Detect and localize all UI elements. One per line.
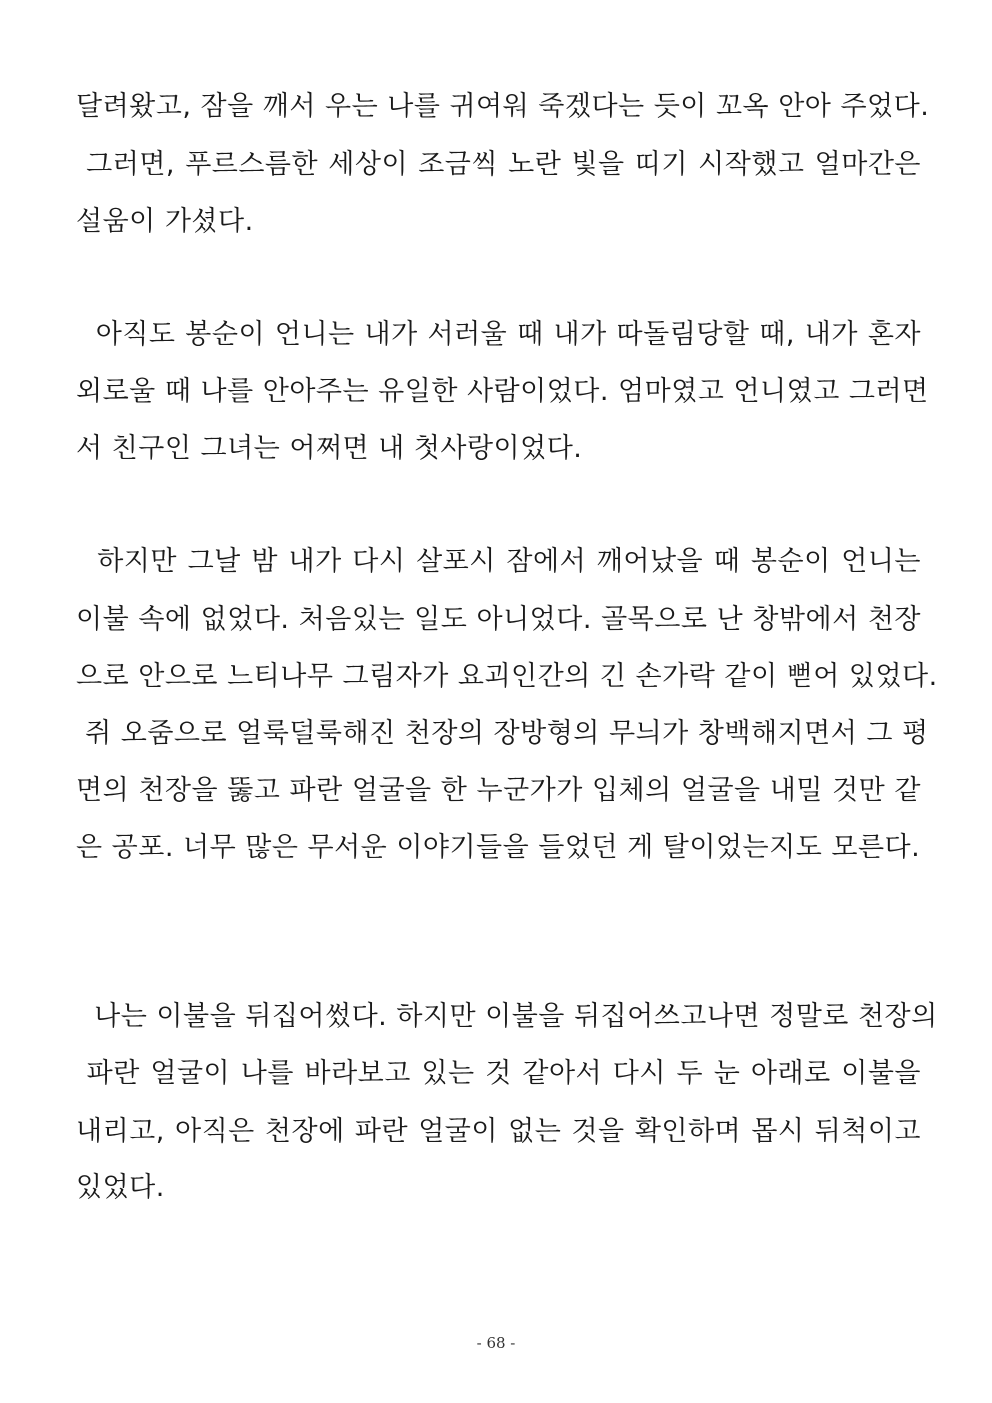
page-number: - 68 - <box>476 1334 516 1352</box>
text-line: 설움이 가셨다. <box>76 206 254 237</box>
text-line: 나는 이불을 뒤집어썼다. 하지만 이불을 뒤집어쓰고나면 정말로 천장의 <box>76 1001 938 1032</box>
text-line: 쥐 오줌으로 얼룩덜룩해진 천장의 장방형의 무늬가 창백해지면서 그 평 <box>76 718 929 749</box>
text-line: 있었다. <box>76 1172 165 1203</box>
text-line: 서 친구인 그녀는 어쩌면 내 첫사랑이었다. <box>76 433 583 464</box>
text-line: 내리고, 아직은 천장에 파란 얼굴이 없는 것을 확인하며 몹시 뒤척이고 <box>76 1116 921 1147</box>
text-line: 아직도 봉순이 언니는 내가 서러울 때 내가 따돌림당할 때, 내가 혼자 <box>76 319 921 350</box>
text-line: 달려왔고, 잠을 깨서 우는 나를 귀여워 죽겠다는 듯이 꼬옥 안아 주었다. <box>76 91 930 122</box>
text-line: 하지만 그날 밤 내가 다시 살포시 잠에서 깨어났을 때 봉순이 언니는 <box>76 546 921 577</box>
text-line: 이불 속에 없었다. 처음있는 일도 아니었다. 골목으로 난 창밖에서 천장 <box>76 604 921 635</box>
text-line: 으로 안으로 느티나무 그림자가 요괴인간의 긴 손가락 같이 뻗어 있었다. <box>76 661 938 692</box>
text-line: 그러면, 푸르스름한 세상이 조금씩 노란 빛을 띠기 시작했고 얼마간은 <box>76 149 921 180</box>
text-line: 은 공포. 너무 많은 무서운 이야기들을 들었던 게 탈이었는지도 모른다. <box>76 832 921 863</box>
text-line: 외로울 때 나를 안아주는 유일한 사람이었다. 엄마였고 언니였고 그러면 <box>76 376 929 407</box>
text-line: 파란 얼굴이 나를 바라보고 있는 것 같아서 다시 두 눈 아래로 이불을 <box>76 1058 921 1089</box>
text-line: 면의 천장을 뚫고 파란 얼굴을 한 누군가가 입체의 얼굴을 내밀 것만 같 <box>76 775 921 806</box>
